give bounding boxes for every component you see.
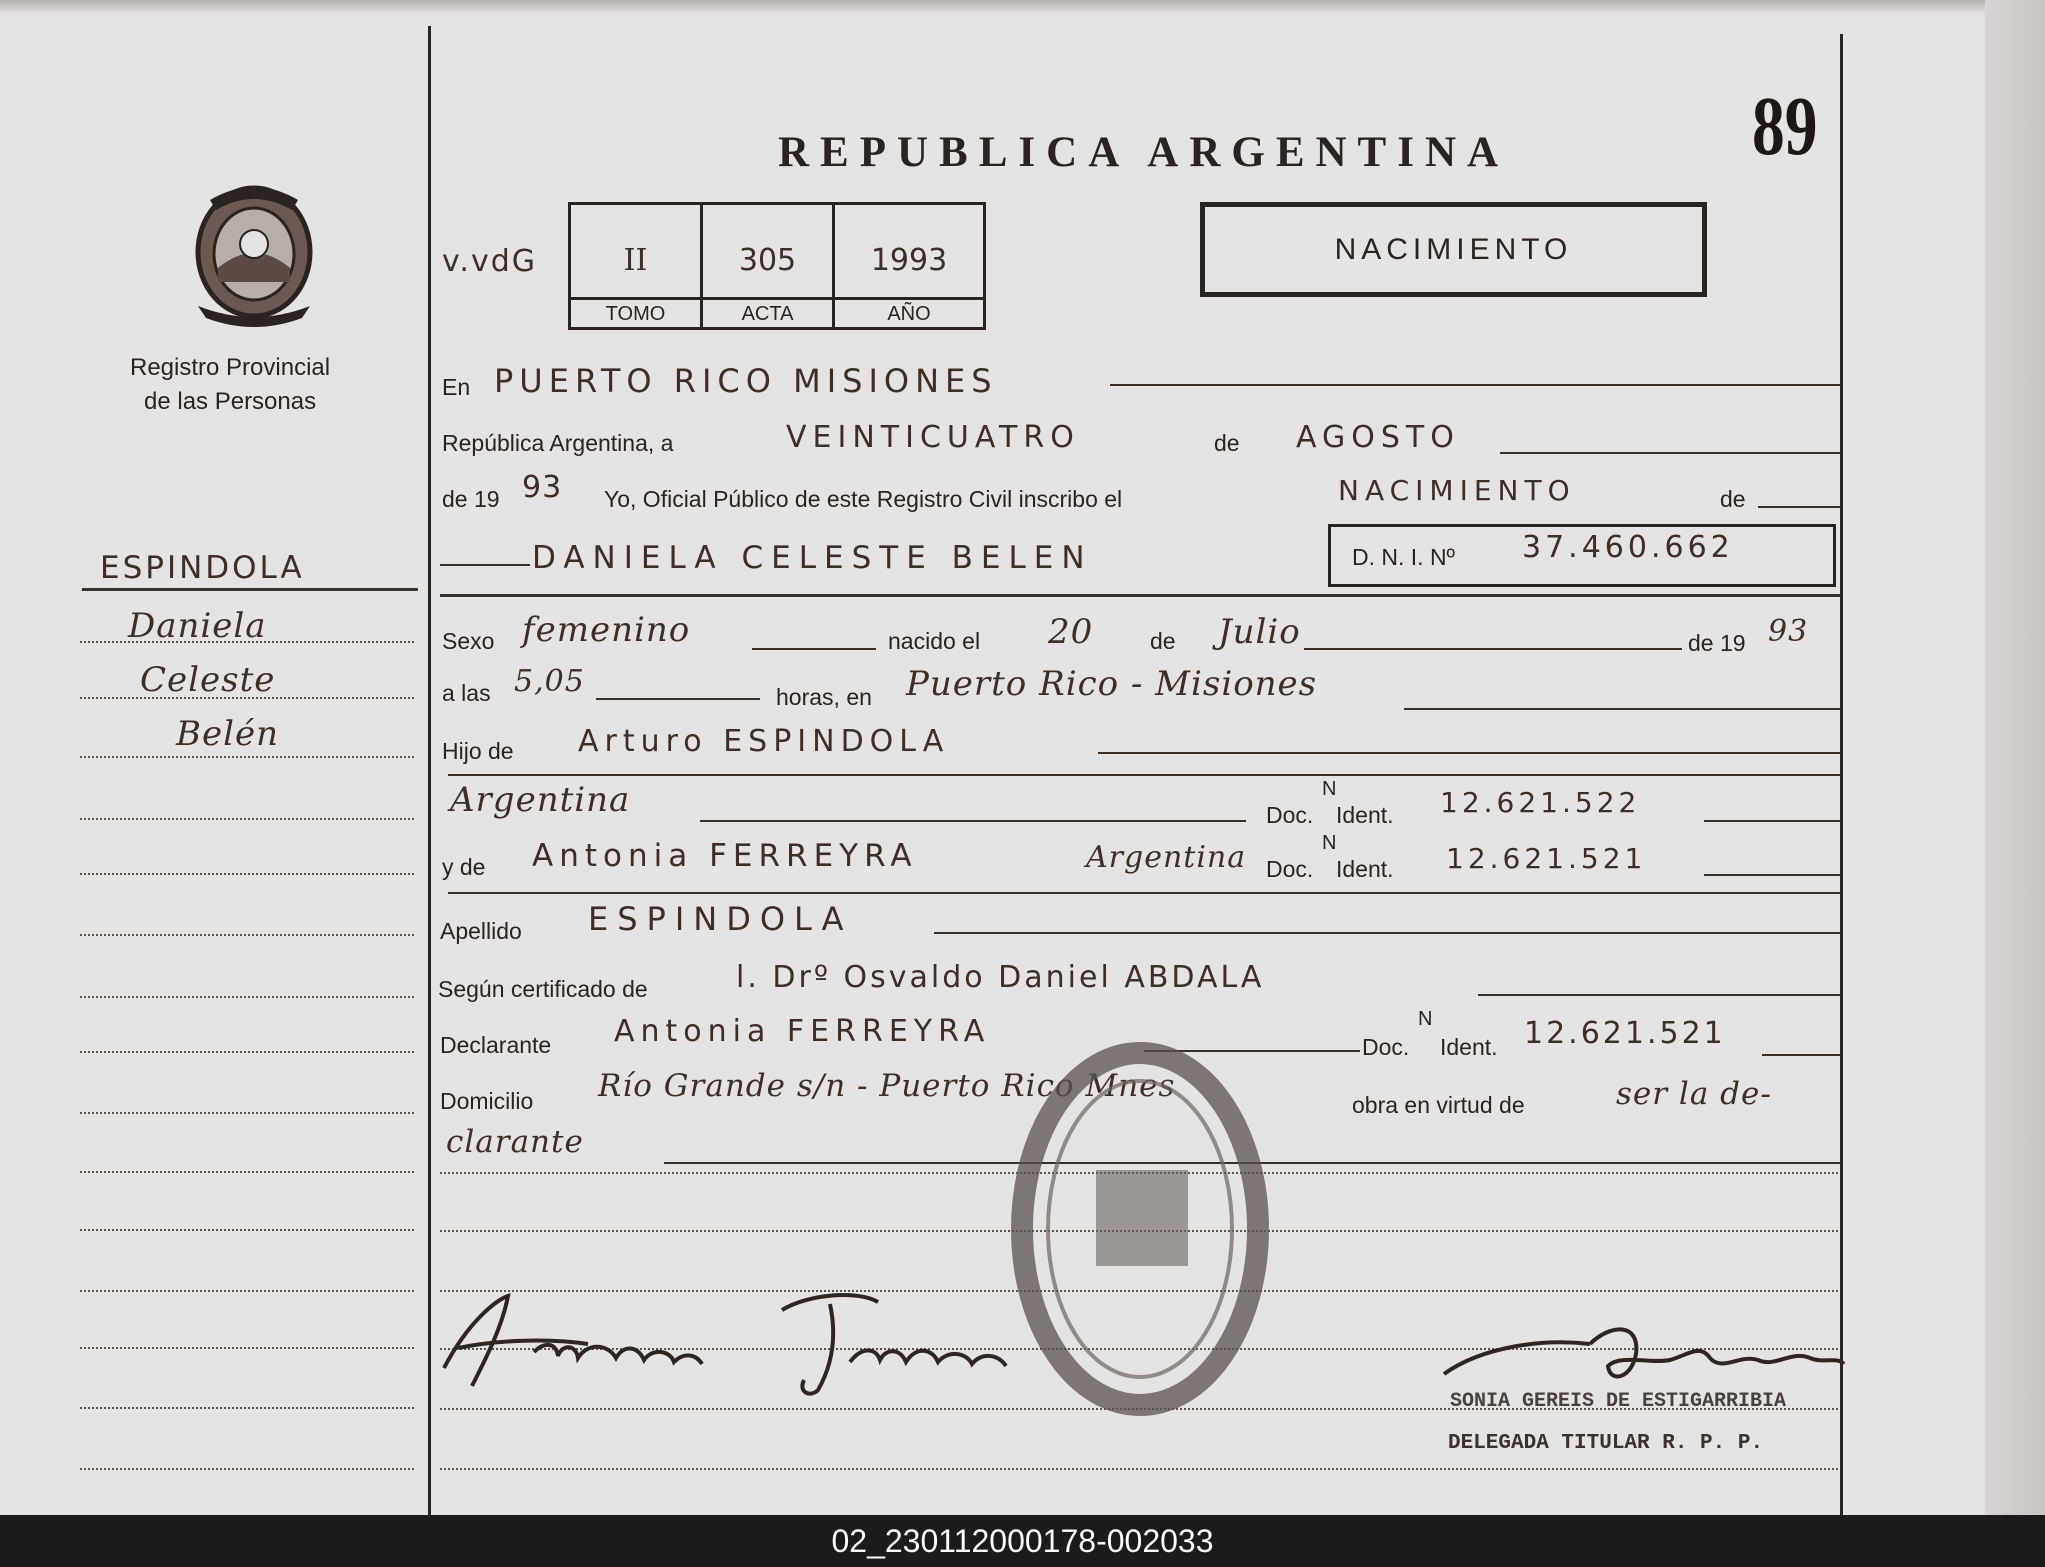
margin-surname-underline [82,588,418,591]
fill-line [1704,874,1840,876]
doc-label: Doc. [1266,856,1314,882]
registration-place: PUERTO RICO MISIONES [494,362,998,400]
provincial-emblem-icon [184,178,324,330]
birth-hour: 5,05 [514,664,585,699]
fill-line [596,698,760,700]
page-number: 89 [1752,80,1818,173]
margin-dotted-line [80,1229,414,1231]
surname-value: ESPINDOLA [588,900,853,938]
certificate-doctor: l. Drº Osvaldo Daniel ABDALA [736,960,1265,995]
registry-name-line1: Registro Provincial [130,354,331,381]
record-type: NACIMIENTO [1334,233,1573,266]
left-column-border [428,26,431,1515]
margin-dotted-line [80,641,414,643]
doc-label: Doc. [1362,1034,1410,1060]
margin-dotted-line [80,1468,414,1470]
margin-dotted-line [80,934,414,936]
hijo-label: Hijo de [442,738,514,764]
margin-dotted-line [80,1407,414,1409]
declarant-doc: 12.621.521 [1524,1016,1726,1051]
fill-line [1758,506,1840,508]
margin-dotted-line [80,1347,414,1349]
declarant-address: Río Grande s/n - Puerto Rico Mnes [598,1068,1176,1104]
de-label: de [1720,486,1746,512]
republica-label: República Argentina, a [442,430,674,456]
tomo-cell [571,205,703,330]
section-rule [440,594,1840,597]
tomo-label: TOMO [571,297,700,326]
apellido-label: Apellido [440,918,522,944]
father-name: Arturo ESPINDOLA [578,724,950,759]
doc-n-mark: N [1322,778,1337,800]
fill-line [440,564,530,566]
clerk-initials: v.vdG [442,244,538,279]
declarant-signature [438,1282,1078,1402]
fill-line [1478,994,1840,996]
fill-line [1110,384,1840,386]
acta-value: 305 [738,243,797,278]
declarant-name: Antonia FERREYRA [614,1014,991,1049]
fill-line [448,774,1840,776]
margin-dotted-line [80,1051,414,1053]
image-id-footer [0,1515,2045,1567]
sex-value: femenino [522,610,691,650]
fill-line [1098,752,1840,754]
acta-label: ACTA [703,297,832,326]
fill-line [1762,1054,1840,1056]
act-type: NACIMIENTO [1338,474,1576,507]
birth-month: Julio [1218,612,1301,652]
reference-table [568,202,986,330]
doc-label: Doc. [1266,802,1314,828]
father-doc: 12.621.522 [1440,786,1641,819]
page-right-edge [1985,0,2045,1515]
obra-reason-1: ser la de- [1616,1076,1772,1112]
record-type-box [1200,202,1707,297]
margin-dotted-line [80,1112,414,1114]
alas-label: a las [442,680,491,706]
margin-dotted-line [80,996,414,998]
image-id: 02_230112000178-002033 [831,1523,1214,1559]
fill-line [1404,708,1840,710]
year-prefix-label: de 19 [1688,630,1746,656]
mother-doc: 12.621.521 [1446,842,1647,875]
en-label: En [442,374,471,400]
ident-label: Ident. [1440,1034,1498,1060]
de-label: de [1214,430,1240,456]
mother-nationality: Argentina [1086,840,1247,875]
child-full-name: DANIELA CELESTE BELEN [532,540,1093,576]
doc-n-mark: N [1322,832,1337,854]
segun-label: Según certificado de [438,976,648,1002]
registration-day: VEINTICUATRO [786,420,1080,455]
page-title: REPUBLICA ARGENTINA [778,129,1510,176]
margin-dotted-line [80,756,414,758]
registration-year: 93 [522,470,563,505]
margin-name-2: Celeste [140,660,276,700]
ano-value: 1993 [870,243,948,278]
ident-label: Ident. [1336,802,1394,828]
registry-name-line2: de las Personas [144,388,317,415]
yde-label: y de [442,854,486,880]
official-name-stamp: SONIA GEREIS DE ESTIGARRIBIA [1450,1390,1787,1413]
official-statement: Yo, Oficial Público de este Registro Civil inscribo el [604,486,1123,512]
obra-reason-2: clarante [446,1124,584,1160]
fill-line [448,892,1840,894]
horas-label: horas, en [776,684,872,710]
father-nationality: Argentina [450,780,631,820]
fill-line [1304,648,1682,650]
official-title-stamp: DELEGADA TITULAR R. P. P. [1448,1432,1764,1455]
de-label: de [1150,628,1176,654]
mother-name: Antonia FERREYRA [532,838,918,874]
margin-dotted-line [80,873,414,875]
margin-dotted-line [80,1171,414,1173]
fill-line [1704,820,1840,822]
margin-dotted-line [80,697,414,699]
margin-name-1: Daniela [128,606,267,646]
dni-label: D. N. I. Nº [1352,544,1455,570]
dni-number: 37.460.662 [1522,530,1734,565]
page-top-edge [0,0,2045,14]
fill-line [934,932,1840,934]
ano-cell [835,205,983,330]
fill-line [752,648,876,650]
margin-name-3: Belén [176,714,279,754]
birth-day: 20 [1048,612,1094,652]
declarante-label: Declarante [440,1032,552,1058]
birth-year: 93 [1768,614,1809,649]
ident-label: Ident. [1336,856,1394,882]
tomo-value: II [623,243,648,278]
right-column-border [1840,34,1843,1515]
margin-dotted-line [80,1290,414,1292]
registration-month: AGOSTO [1296,420,1460,455]
margin-surname: ESPINDOLA [100,550,305,586]
birth-place: Puerto Rico - Misiones [906,664,1318,704]
doc-n-mark: N [1418,1008,1433,1030]
nacido-label: nacido el [888,628,981,654]
year-prefix-label: de 19 [442,486,500,512]
fill-line [1500,452,1840,454]
domicilio-label: Domicilio [440,1088,534,1114]
sexo-label: Sexo [442,628,495,654]
obra-label: obra en virtud de [1352,1092,1525,1118]
margin-dotted-line [80,818,414,820]
form-dotted-line [440,1468,1838,1470]
fill-line [700,820,1246,822]
ano-label: AÑO [835,297,983,326]
acta-cell [703,205,835,330]
